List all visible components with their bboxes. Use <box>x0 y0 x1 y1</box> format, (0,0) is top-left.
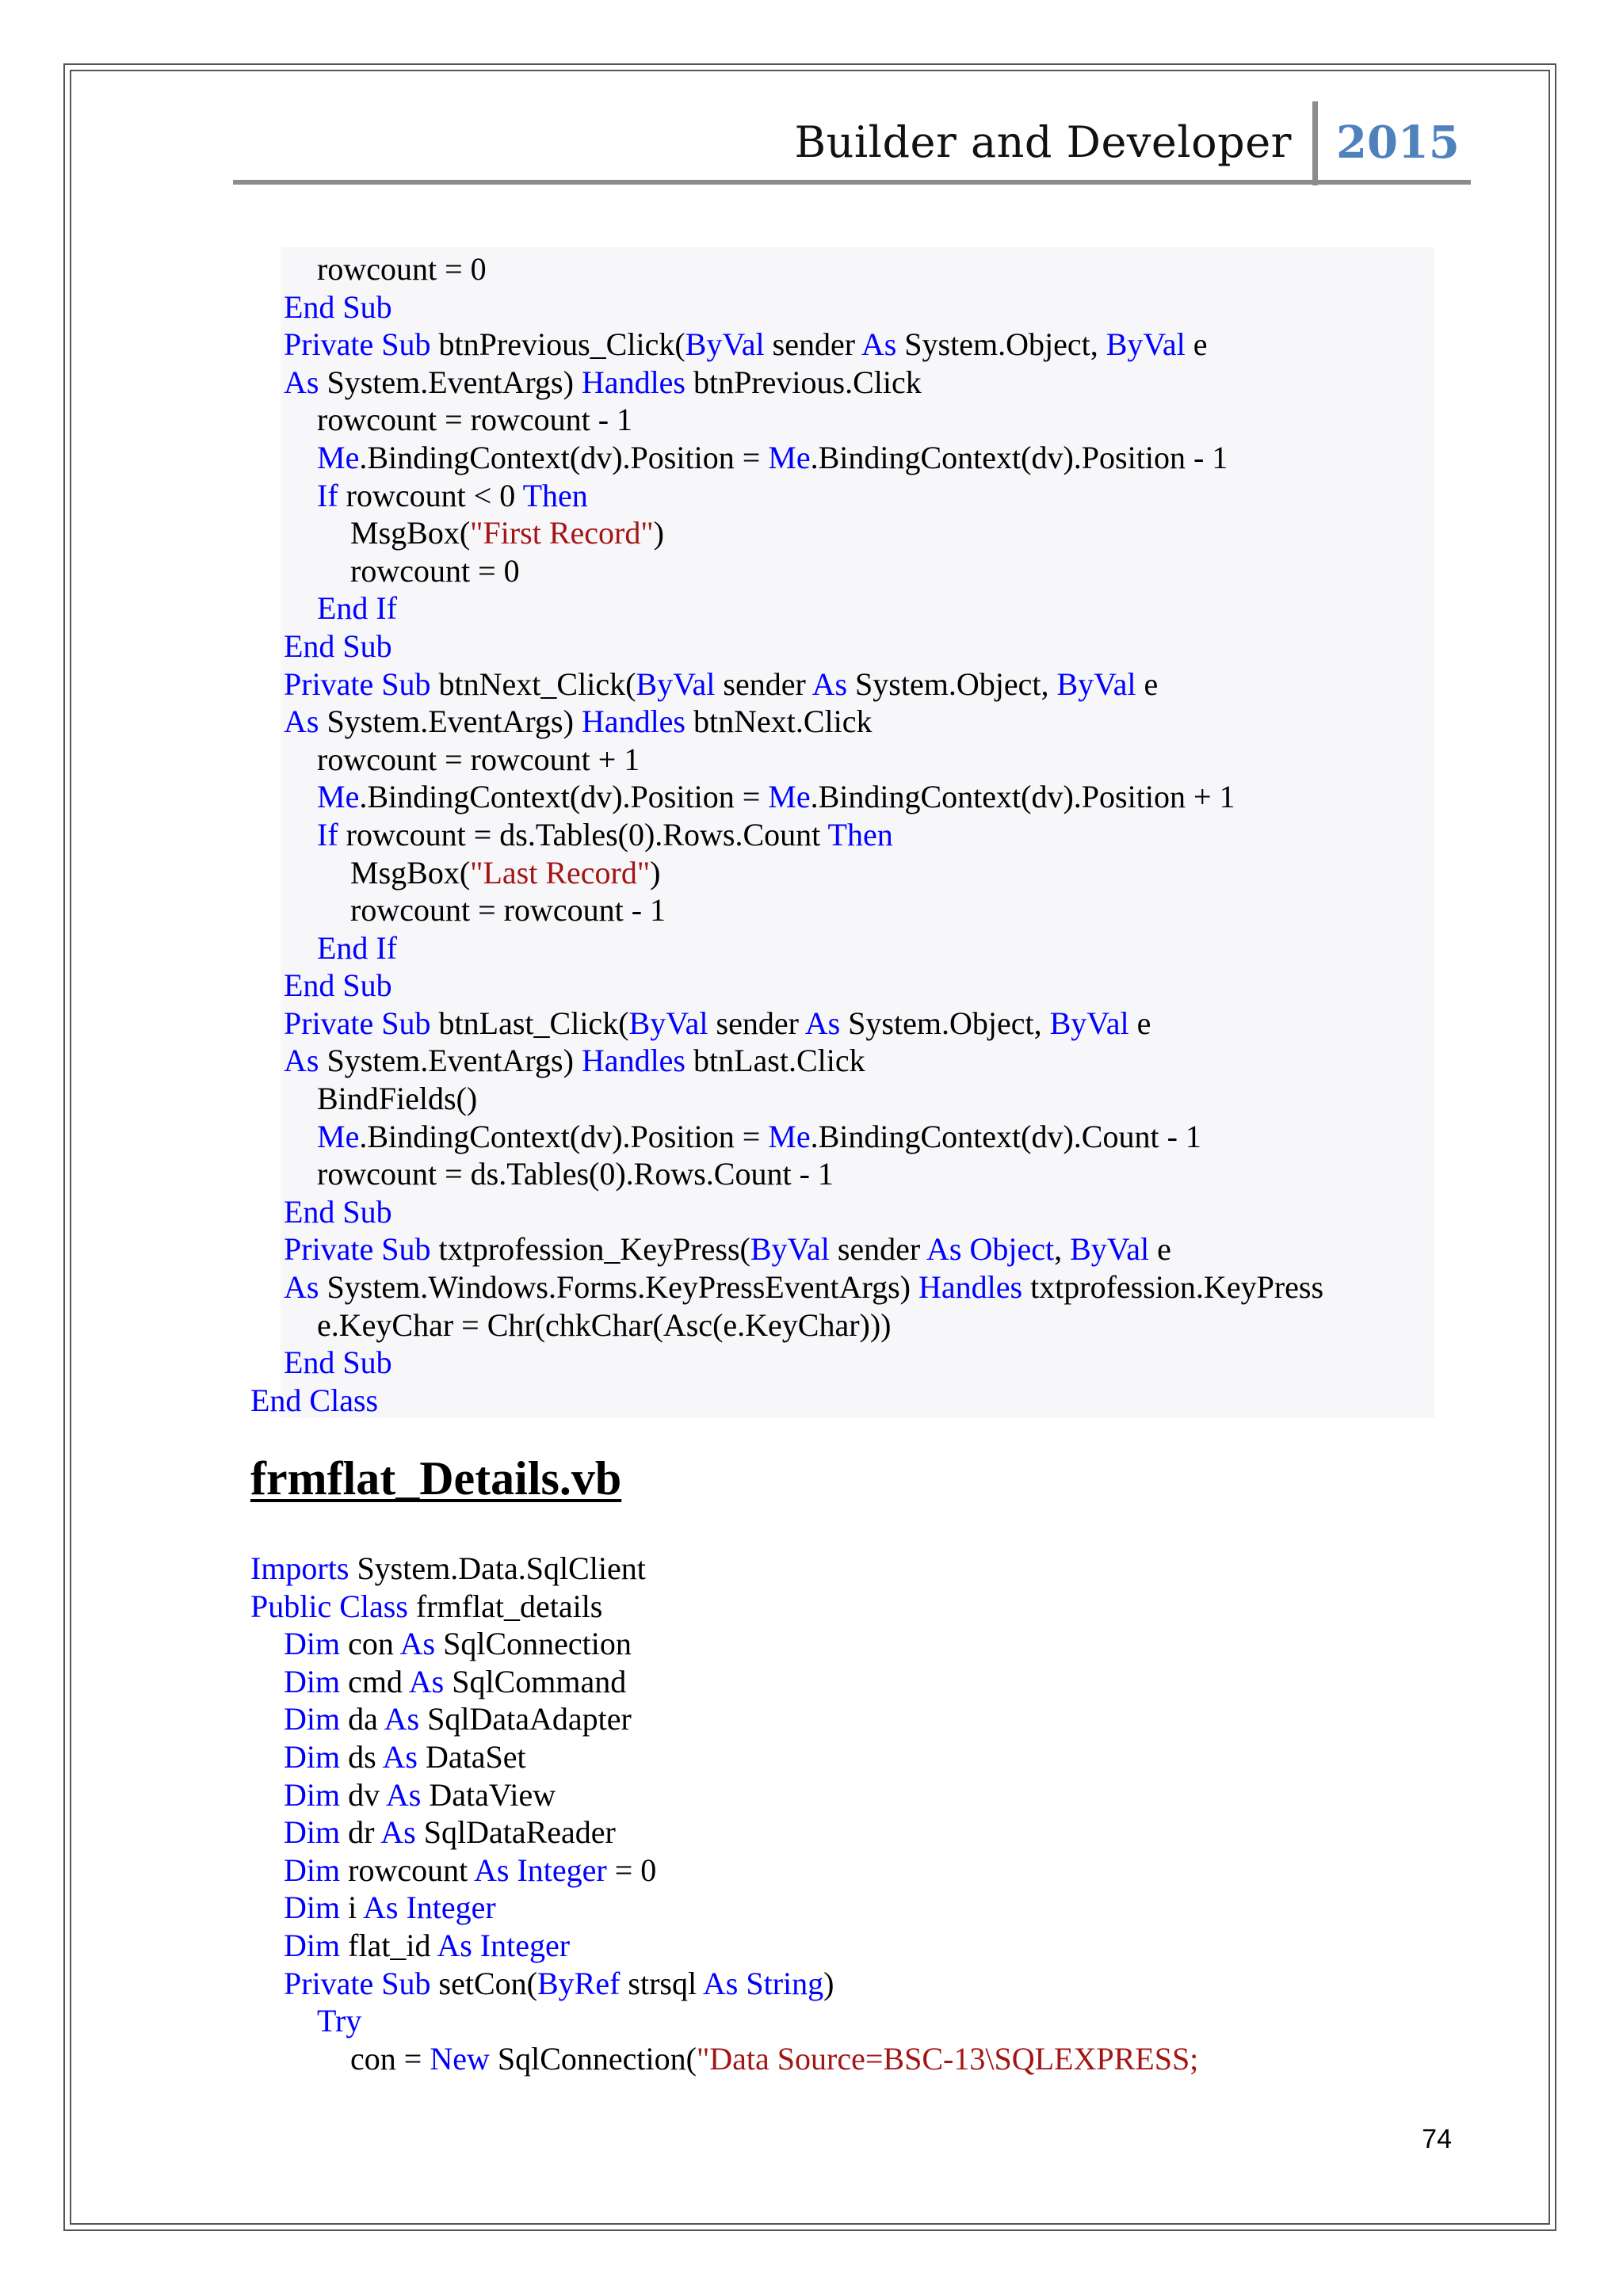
code-line <box>0 364 1623 402</box>
code-keyword: As <box>284 704 319 740</box>
code-keyword: ByVal <box>1049 1005 1129 1041</box>
code-keyword: ByRef <box>537 1965 621 2001</box>
code-text: .BindingContext(dv).Count - 1 <box>810 1118 1201 1154</box>
code-text: txtprofession.KeyPress <box>1022 1269 1324 1306</box>
code-line <box>0 1550 1623 1588</box>
code-text: BindFields() <box>317 1081 478 1117</box>
code-keyword: ByVal <box>1056 666 1136 702</box>
code-text: btnLast_Click( <box>430 1005 629 1041</box>
code-keyword: Then <box>522 477 588 513</box>
code-text: dr <box>340 1814 381 1851</box>
code-line <box>0 250 1623 288</box>
code-line <box>0 666 1623 704</box>
code-text: sender <box>829 1231 927 1268</box>
code-keyword: ByVal <box>636 666 716 702</box>
code-text: flat_id <box>340 1927 437 1963</box>
code-text: con <box>340 1626 400 1662</box>
code-line <box>0 1268 1623 1306</box>
code-keyword: As <box>804 1005 841 1041</box>
code-text: setCon( <box>430 1965 537 2001</box>
code-keyword: End Sub <box>284 1193 392 1230</box>
code-text: System.Object, <box>840 1005 1050 1041</box>
code-text: ) <box>823 1965 834 2001</box>
code-keyword: Dim <box>284 1626 341 1662</box>
code-text: rowcount = 0 <box>350 552 520 589</box>
code-text: e <box>1185 326 1208 363</box>
code-line <box>0 1889 1623 1927</box>
code-text: .BindingContext(dv).Position - 1 <box>810 439 1228 475</box>
code-text: System.Object, <box>847 666 1057 702</box>
code-keyword: As Object <box>926 1231 1055 1268</box>
header-year: 2015 <box>1336 116 1460 169</box>
code-line <box>0 1700 1623 1738</box>
code-keyword: End Class <box>250 1382 379 1418</box>
code-keyword: Private Sub <box>284 326 431 363</box>
code-text: System.EventArgs) <box>319 364 582 400</box>
code-keyword: Me <box>317 439 360 475</box>
header-title: Builder and Developer <box>794 117 1292 167</box>
code-text: System.Object, <box>896 326 1106 363</box>
code-keyword: Me <box>317 779 360 815</box>
code-string: "Data Source=BSC-13\SQLEXPRESS; <box>696 2040 1199 2077</box>
code-text: btnNext_Click( <box>430 666 636 702</box>
code-text: i <box>340 1890 364 1926</box>
code-line <box>0 1852 1623 1890</box>
code-keyword: As <box>385 1776 422 1813</box>
code-text: dv <box>340 1776 386 1813</box>
code-text: SqlDataReader <box>415 1814 616 1851</box>
code-keyword: As <box>284 1269 319 1306</box>
code-keyword: If <box>317 477 338 513</box>
code-keyword: If <box>317 816 338 852</box>
code-keyword: As <box>384 1701 420 1737</box>
code-text: ) <box>650 854 661 891</box>
code-line <box>0 552 1623 590</box>
code-text: ) <box>653 515 664 551</box>
code-line <box>0 1155 1623 1193</box>
code-text: System.Windows.Forms.KeyPressEventArgs) <box>319 1269 918 1306</box>
code-keyword: Dim <box>284 1814 341 1851</box>
code-text: MsgBox( <box>350 515 471 551</box>
code-line <box>0 1080 1623 1118</box>
header-rule <box>233 180 1471 185</box>
header-divider <box>1312 101 1318 185</box>
code-string: "First Record" <box>470 515 654 551</box>
code-text: da <box>340 1701 384 1737</box>
section-heading: frmflat_Details.vb <box>250 1452 622 1505</box>
code-text: e <box>1149 1231 1171 1268</box>
code-line <box>0 1927 1623 1965</box>
code-keyword: ByVal <box>685 326 765 363</box>
code-keyword: End If <box>317 929 398 966</box>
code-keyword: ByVal <box>628 1005 708 1041</box>
code-line <box>0 288 1623 326</box>
code-text: System.EventArgs) <box>319 704 582 740</box>
code-line <box>0 1306 1623 1344</box>
code-text: strsql <box>620 1965 703 2001</box>
code-line <box>0 1663 1623 1701</box>
code-keyword: Dim <box>284 1890 341 1926</box>
code-text: rowcount = ds.Tables(0).Rows.Count <box>338 816 828 852</box>
code-line <box>0 1738 1623 1776</box>
code-keyword: As <box>408 1663 445 1699</box>
code-text: frmflat_details <box>407 1588 603 1624</box>
code-keyword: Private Sub <box>284 666 431 702</box>
code-text: sender <box>708 1005 805 1041</box>
code-keyword: As Integer <box>474 1852 607 1888</box>
code-keyword: Try <box>317 2003 362 2039</box>
code-line <box>0 891 1623 929</box>
code-text: SqlDataAdapter <box>419 1701 632 1737</box>
code-line <box>0 1814 1623 1852</box>
code-keyword: Dim <box>284 1738 341 1775</box>
code-line <box>0 703 1623 741</box>
code-line <box>0 326 1623 364</box>
code-keyword: As <box>861 326 897 363</box>
code-text: e <box>1136 666 1159 702</box>
code-text: SqlCommand <box>444 1663 627 1699</box>
code-keyword: Private Sub <box>284 1231 431 1268</box>
code-text: DataView <box>421 1776 556 1813</box>
code-line <box>0 2040 1623 2078</box>
code-keyword: As Integer <box>363 1890 496 1926</box>
code-keyword: Handles <box>581 364 685 400</box>
code-keyword: Dim <box>284 1701 341 1737</box>
code-line <box>0 1965 1623 2003</box>
code-keyword: Me <box>768 779 811 815</box>
code-line <box>0 1625 1623 1663</box>
code-text: rowcount = rowcount - 1 <box>350 892 666 929</box>
code-keyword: Handles <box>581 704 685 740</box>
code-line <box>0 816 1623 854</box>
code-text: .BindingContext(dv).Position = <box>359 779 769 815</box>
code-text: rowcount < 0 <box>338 477 523 513</box>
code-line <box>0 1588 1623 1626</box>
code-text: SqlConnection <box>435 1626 632 1662</box>
code-keyword: Dim <box>284 1776 341 1813</box>
code-keyword: Handles <box>918 1269 1023 1306</box>
code-text: System.EventArgs) <box>319 1043 582 1079</box>
code-text: ds <box>340 1738 383 1775</box>
code-keyword: As <box>382 1738 418 1775</box>
code-text: txtprofession_KeyPress( <box>430 1231 750 1268</box>
code-keyword: Then <box>827 816 893 852</box>
code-keyword: End If <box>317 590 398 627</box>
code-keyword: As Integer <box>437 1927 571 1963</box>
code-keyword: New <box>430 2040 490 2077</box>
code-keyword: End Sub <box>284 1344 392 1381</box>
code-text: e <box>1128 1005 1151 1041</box>
code-line <box>0 967 1623 1005</box>
code-text: rowcount = rowcount - 1 <box>317 402 633 438</box>
code-text: e.KeyChar = Chr(chkChar(Asc(e.KeyChar))) <box>317 1306 892 1343</box>
code-keyword: Dim <box>284 1852 341 1888</box>
code-keyword: Imports <box>250 1550 349 1586</box>
code-keyword: Dim <box>284 1927 341 1963</box>
code-keyword: Private Sub <box>284 1965 431 2001</box>
code-keyword: ByVal <box>1106 326 1186 363</box>
code-line <box>0 1382 1623 1420</box>
code-keyword: Private Sub <box>284 1005 431 1041</box>
code-line <box>0 1230 1623 1268</box>
code-text: rowcount = 0 <box>317 251 487 287</box>
code-keyword: As <box>812 666 848 702</box>
code-line <box>0 589 1623 627</box>
code-keyword: As <box>380 1814 416 1851</box>
code-line <box>0 2002 1623 2040</box>
code-line <box>0 929 1623 967</box>
code-keyword: As <box>284 1043 319 1079</box>
code-text: DataSet <box>417 1738 526 1775</box>
code-text: rowcount <box>340 1852 474 1888</box>
code-text: MsgBox( <box>350 854 471 891</box>
code-block-1 <box>0 250 1623 1419</box>
code-block-2 <box>0 1550 1623 2077</box>
code-keyword: Dim <box>284 1663 341 1699</box>
code-keyword: Handles <box>581 1043 685 1079</box>
code-keyword: Public Class <box>250 1588 408 1624</box>
code-keyword: Me <box>317 1118 360 1154</box>
code-line <box>0 1118 1623 1156</box>
code-text: System.Data.SqlClient <box>349 1550 646 1586</box>
code-keyword: ByVal <box>750 1231 830 1268</box>
code-text: = 0 <box>606 1852 657 1888</box>
code-line <box>0 514 1623 552</box>
code-keyword: As <box>284 364 319 400</box>
code-string: "Last Record" <box>470 854 651 891</box>
code-keyword: As <box>399 1626 436 1662</box>
code-keyword: ByVal <box>1070 1231 1150 1268</box>
code-keyword: End Sub <box>284 288 392 325</box>
code-line <box>0 627 1623 666</box>
code-text: rowcount = rowcount + 1 <box>317 741 640 777</box>
code-text: sender <box>715 666 812 702</box>
code-keyword: Me <box>768 1118 811 1154</box>
code-keyword: End Sub <box>284 627 392 664</box>
code-text: btnLast.Click <box>685 1043 865 1079</box>
code-keyword: As String <box>702 1965 824 2001</box>
code-line <box>0 1042 1623 1080</box>
code-keyword: Me <box>768 439 811 475</box>
page-number: 74 <box>1422 2124 1452 2154</box>
code-text: cmd <box>340 1663 409 1699</box>
code-text: rowcount = ds.Tables(0).Rows.Count - 1 <box>317 1156 834 1192</box>
code-text: btnPrevious.Click <box>685 364 922 400</box>
code-line <box>0 1193 1623 1231</box>
code-line <box>0 778 1623 816</box>
code-text: sender <box>764 326 861 363</box>
code-text: btnPrevious_Click( <box>430 326 685 363</box>
code-text: .BindingContext(dv).Position + 1 <box>810 779 1235 815</box>
code-keyword: End Sub <box>284 967 392 1004</box>
code-text: btnNext.Click <box>685 704 873 740</box>
code-text: , <box>1054 1231 1071 1268</box>
code-line <box>0 1776 1623 1814</box>
code-line <box>0 477 1623 515</box>
code-line <box>0 439 1623 477</box>
code-line <box>0 1344 1623 1382</box>
code-line <box>0 741 1623 779</box>
code-text: .BindingContext(dv).Position = <box>359 439 769 475</box>
code-line <box>0 1005 1623 1043</box>
code-text: con = <box>350 2040 430 2077</box>
code-text: .BindingContext(dv).Position = <box>359 1118 769 1154</box>
code-line <box>0 401 1623 439</box>
code-text: SqlConnection( <box>489 2040 697 2077</box>
code-line <box>0 854 1623 892</box>
